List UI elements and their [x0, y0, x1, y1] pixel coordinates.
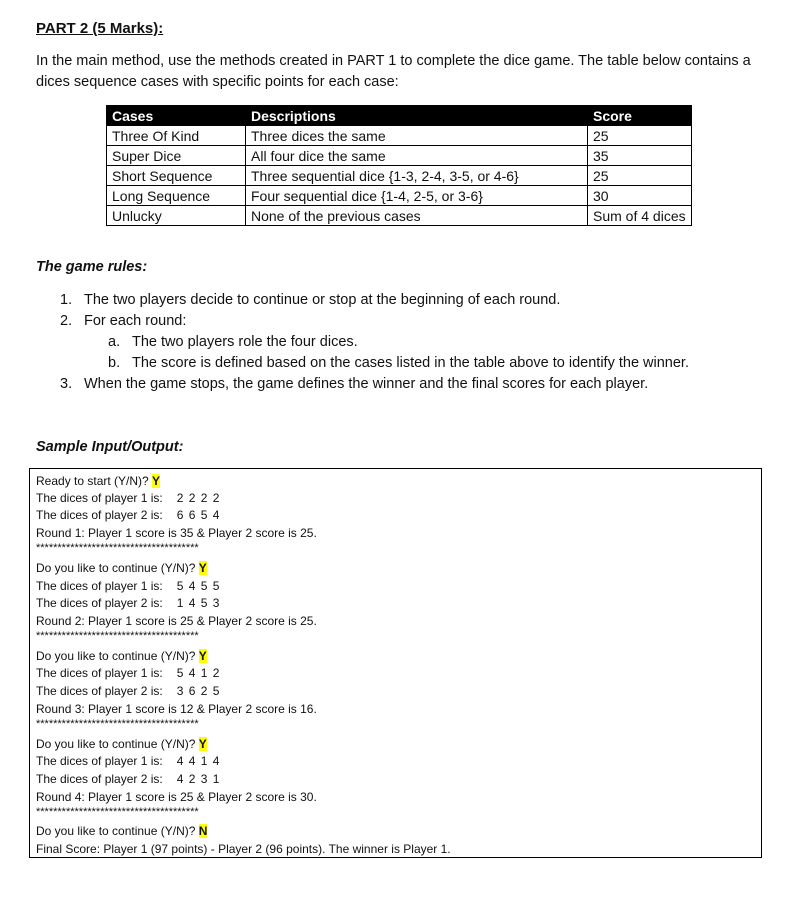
- rule-text: For each round:: [84, 313, 187, 329]
- table-row: [107, 126, 692, 146]
- prompt-text: Do you like to continue (Y/N)?: [36, 561, 199, 575]
- score-cell: Sum of 4 dices: [588, 206, 692, 226]
- rules-title: The game rules:: [36, 259, 148, 275]
- prompt-line: [36, 736, 207, 752]
- intro-paragraph: In the main method, use the methods created in PART 1 to complete the dice game. The table below contains a dices sequence cases with specific points for each case:: [36, 53, 751, 90]
- round-result: Round 1: Player 1 score is 35 & Player 2 score is 25.: [36, 526, 317, 540]
- rule-item: [60, 311, 186, 331]
- rule-subitem: [108, 353, 689, 373]
- rule-item: [60, 290, 560, 310]
- player1-dice: 2 2 2 2: [176, 491, 221, 505]
- player1-dice: 5 4 1 2: [176, 666, 221, 680]
- prompt-line: [36, 823, 207, 839]
- player1-label: The dices of player 1 is:: [36, 579, 163, 593]
- player1-dice: 5 4 5 5: [176, 579, 221, 593]
- dice-line: [36, 507, 220, 523]
- header-descriptions: Descriptions: [246, 106, 588, 126]
- user-answer: Y: [198, 561, 207, 575]
- score-cell: 25: [588, 126, 692, 146]
- score-cell: 30: [588, 186, 692, 206]
- rule-subitem: [108, 332, 358, 352]
- user-answer: Y: [152, 474, 161, 488]
- rule-text: The two players decide to continue or stop at the beginning of each round.: [84, 292, 561, 308]
- description-cell: Four sequential dice {1-4, 2-5, or 3-6}: [246, 186, 588, 206]
- separator-line: **************************************: [36, 542, 199, 554]
- prompt-line: [36, 648, 207, 664]
- player2-dice: 3 6 2 5: [176, 684, 221, 698]
- description-cell: None of the previous cases: [246, 206, 588, 226]
- header-score: Score: [588, 106, 692, 126]
- player2-label: The dices of player 2 is:: [36, 596, 163, 610]
- description-cell: Three dices the same: [246, 126, 588, 146]
- rule-item: [60, 374, 648, 394]
- dice-line: [36, 665, 220, 681]
- user-answer: Y: [198, 737, 207, 751]
- rule-number: a.: [108, 334, 121, 350]
- player2-dice: 4 2 3 1: [176, 772, 221, 786]
- round-result: Round 2: Player 1 score is 25 & Player 2 score is 25.: [36, 614, 317, 628]
- prompt-line: [36, 473, 160, 489]
- case-cell: Short Sequence: [107, 166, 246, 186]
- score-cell: 35: [588, 146, 692, 166]
- prompt-text: Do you like to continue (Y/N)?: [36, 649, 199, 663]
- scoring-table: [106, 105, 692, 226]
- rule-text: The two players role the four dices.: [132, 334, 358, 350]
- round-result: Round 4: Player 1 score is 25 & Player 2 score is 30.: [36, 790, 317, 804]
- dice-line: [36, 753, 220, 769]
- dice-line: [36, 490, 220, 506]
- prompt-text: Do you like to continue (Y/N)?: [36, 824, 199, 838]
- dice-line: [36, 771, 220, 787]
- player1-label: The dices of player 1 is:: [36, 754, 163, 768]
- table-row: [107, 166, 692, 186]
- case-cell: Three Of Kind: [107, 126, 246, 146]
- user-answer: N: [198, 824, 208, 838]
- dice-line: [36, 595, 220, 611]
- description-cell: Three sequential dice {1-3, 2-4, 3-5, or 4-6}: [246, 166, 588, 186]
- rule-number: 2.: [60, 313, 73, 329]
- prompt-text: Ready to start (Y/N)?: [36, 474, 153, 488]
- table-row: [107, 206, 692, 226]
- player1-dice: 4 4 1 4: [176, 754, 221, 768]
- rule-number: b.: [108, 355, 121, 371]
- separator-line: **************************************: [36, 806, 199, 818]
- separator-line: **************************************: [36, 718, 199, 730]
- player2-label: The dices of player 2 is:: [36, 508, 163, 522]
- player2-label: The dices of player 2 is:: [36, 684, 163, 698]
- rule-number: 3.: [60, 376, 73, 392]
- case-cell: Long Sequence: [107, 186, 246, 206]
- separator-line: **************************************: [36, 630, 199, 642]
- player1-label: The dices of player 1 is:: [36, 666, 163, 680]
- rule-number: 1.: [60, 292, 73, 308]
- player2-label: The dices of player 2 is:: [36, 772, 163, 786]
- table-header-row: [107, 106, 692, 126]
- table-row: [107, 146, 692, 166]
- player2-dice: 6 6 5 4: [176, 508, 221, 522]
- player1-label: The dices of player 1 is:: [36, 491, 163, 505]
- prompt-text: Do you like to continue (Y/N)?: [36, 737, 199, 751]
- dice-line: [36, 578, 220, 594]
- table-row: [107, 186, 692, 206]
- case-cell: Unlucky: [107, 206, 246, 226]
- part-title: PART 2 (5 Marks):: [36, 20, 164, 37]
- description-cell: All four dice the same: [246, 146, 588, 166]
- user-answer: Y: [198, 649, 207, 663]
- rule-text: The score is defined based on the cases listed in the table above to identify the winner.: [132, 355, 689, 371]
- prompt-line: [36, 560, 207, 576]
- rule-text: When the game stops, the game defines the winner and the final scores for each player.: [84, 376, 649, 392]
- dice-line: [36, 683, 220, 699]
- header-cases: Cases: [107, 106, 246, 126]
- player2-dice: 1 4 5 3: [176, 596, 221, 610]
- sample-title: Sample Input/Output:: [36, 439, 184, 455]
- score-cell: 25: [588, 166, 692, 186]
- final-score: Final Score: Player 1 (97 points) - Player 2 (96 points). The winner is Player 1.: [36, 842, 451, 856]
- console-output: [29, 468, 762, 858]
- round-result: Round 3: Player 1 score is 12 & Player 2 score is 16.: [36, 702, 317, 716]
- case-cell: Super Dice: [107, 146, 246, 166]
